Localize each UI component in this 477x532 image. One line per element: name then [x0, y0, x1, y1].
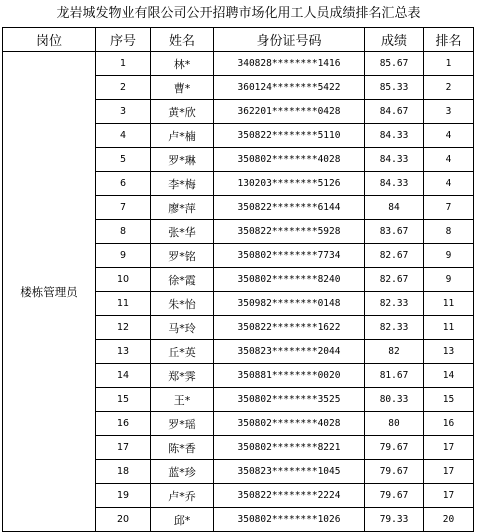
cell-score: 82.67	[365, 244, 424, 268]
cell-score: 81.67	[365, 364, 424, 388]
cell-id: 350823********2044	[214, 340, 365, 364]
cell-seq: 3	[96, 100, 151, 124]
cell-score: 84.33	[365, 148, 424, 172]
cell-name: 蓝*珍	[151, 460, 214, 484]
cell-rank: 17	[424, 460, 474, 484]
cell-score: 79.67	[365, 484, 424, 508]
cell-seq: 16	[96, 412, 151, 436]
cell-id: 350823********1045	[214, 460, 365, 484]
page-title: 龙岩城发物业有限公司公开招聘市场化用工人员成绩排名汇总表	[56, 6, 421, 21]
cell-rank: 15	[424, 388, 474, 412]
cell-seq: 12	[96, 316, 151, 340]
cell-rank: 9	[424, 244, 474, 268]
cell-name: 罗*铭	[151, 244, 214, 268]
cell-seq: 4	[96, 124, 151, 148]
cell-id: 350822********2224	[214, 484, 365, 508]
cell-rank: 20	[424, 508, 474, 532]
cell-seq: 10	[96, 268, 151, 292]
cell-id: 340828********1416	[214, 52, 365, 76]
cell-id: 360124********5422	[214, 76, 365, 100]
table-row	[3, 52, 474, 76]
cell-score: 85.33	[365, 76, 424, 100]
cell-seq: 14	[96, 364, 151, 388]
cell-rank: 2	[424, 76, 474, 100]
header-row	[3, 28, 474, 52]
header-post: 岗位	[3, 28, 96, 52]
cell-seq: 6	[96, 172, 151, 196]
cell-rank: 17	[424, 436, 474, 460]
header-score: 成绩	[365, 28, 424, 52]
cell-rank: 11	[424, 292, 474, 316]
cell-seq: 2	[96, 76, 151, 100]
cell-rank: 11	[424, 316, 474, 340]
cell-seq: 7	[96, 196, 151, 220]
cell-score: 82	[365, 340, 424, 364]
cell-seq: 15	[96, 388, 151, 412]
cell-name: 陈*香	[151, 436, 214, 460]
header-name: 姓名	[151, 28, 214, 52]
cell-id: 350802********3525	[214, 388, 365, 412]
cell-id: 350802********1026	[214, 508, 365, 532]
cell-rank: 14	[424, 364, 474, 388]
cell-name: 朱*怡	[151, 292, 214, 316]
cell-score: 84.33	[365, 172, 424, 196]
cell-name: 林*	[151, 52, 214, 76]
cell-seq: 8	[96, 220, 151, 244]
cell-id: 362201********0428	[214, 100, 365, 124]
cell-seq: 5	[96, 148, 151, 172]
cell-rank: 7	[424, 196, 474, 220]
cell-id: 350822********6144	[214, 196, 365, 220]
cell-seq: 11	[96, 292, 151, 316]
cell-rank: 9	[424, 268, 474, 292]
cell-seq: 13	[96, 340, 151, 364]
cell-score: 79.67	[365, 460, 424, 484]
cell-rank: 13	[424, 340, 474, 364]
cell-score: 83.67	[365, 220, 424, 244]
cell-name: 廖*萍	[151, 196, 214, 220]
cell-score: 80	[365, 412, 424, 436]
header-seq: 序号	[96, 28, 151, 52]
cell-id: 350881********0020	[214, 364, 365, 388]
cell-score: 80.33	[365, 388, 424, 412]
cell-id: 350802********8221	[214, 436, 365, 460]
cell-id: 350802********4028	[214, 412, 365, 436]
cell-name: 李*梅	[151, 172, 214, 196]
cell-name: 丘*英	[151, 340, 214, 364]
header-id: 身份证号码	[214, 28, 365, 52]
cell-score: 84.67	[365, 100, 424, 124]
cell-name: 郑*霁	[151, 364, 214, 388]
cell-id: 350982********0148	[214, 292, 365, 316]
cell-rank: 4	[424, 124, 474, 148]
cell-seq: 1	[96, 52, 151, 76]
cell-name: 张*华	[151, 220, 214, 244]
cell-name: 徐*霞	[151, 268, 214, 292]
cell-rank: 4	[424, 172, 474, 196]
cell-score: 84.33	[365, 124, 424, 148]
cell-rank: 3	[424, 100, 474, 124]
cell-id: 350822********1622	[214, 316, 365, 340]
cell-name: 曹*	[151, 76, 214, 100]
cell-id: 350802********7734	[214, 244, 365, 268]
cell-rank: 4	[424, 148, 474, 172]
cell-name: 王*	[151, 388, 214, 412]
cell-name: 马*玲	[151, 316, 214, 340]
cell-name: 卢*乔	[151, 484, 214, 508]
cell-rank: 16	[424, 412, 474, 436]
cell-seq: 9	[96, 244, 151, 268]
cell-rank: 1	[424, 52, 474, 76]
cell-name: 邱*	[151, 508, 214, 532]
cell-id: 350822********5110	[214, 124, 365, 148]
table-body	[3, 52, 474, 532]
cell-score: 82.33	[365, 316, 424, 340]
cell-name: 黄*欣	[151, 100, 214, 124]
cell-rank: 17	[424, 484, 474, 508]
cell-name: 罗*瑶	[151, 412, 214, 436]
cell-score: 82.33	[365, 292, 424, 316]
cell-id: 350822********5928	[214, 220, 365, 244]
cell-post: 楼栋管理员	[3, 52, 96, 532]
cell-score: 82.67	[365, 268, 424, 292]
cell-rank: 8	[424, 220, 474, 244]
cell-score: 79.67	[365, 436, 424, 460]
cell-name: 罗*琳	[151, 148, 214, 172]
cell-seq: 17	[96, 436, 151, 460]
ranking-table	[2, 27, 474, 532]
cell-id: 350802********8240	[214, 268, 365, 292]
cell-id: 130203********5126	[214, 172, 365, 196]
cell-seq: 18	[96, 460, 151, 484]
cell-id: 350802********4028	[214, 148, 365, 172]
header-rank: 排名	[424, 28, 474, 52]
cell-seq: 19	[96, 484, 151, 508]
cell-seq: 20	[96, 508, 151, 532]
cell-score: 84	[365, 196, 424, 220]
cell-score: 85.67	[365, 52, 424, 76]
cell-score: 79.33	[365, 508, 424, 532]
cell-name: 卢*楠	[151, 124, 214, 148]
